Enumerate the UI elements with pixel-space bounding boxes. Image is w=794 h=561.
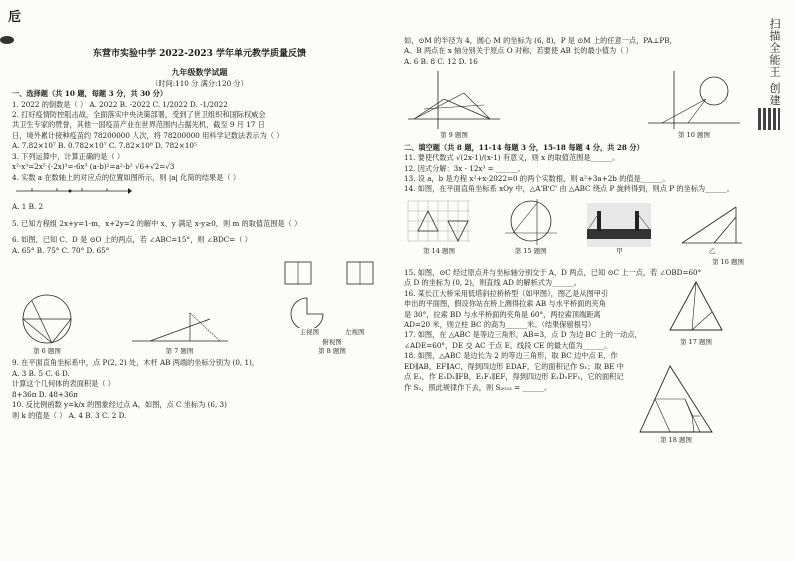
question-17-line2: ∠ADE=60°，DE 交 AC 于点 E，线段 CE 的最大值为______。: [404, 340, 612, 350]
main-view-label: 主视图: [299, 328, 319, 337]
question-3: 3. 下列运算中，计算正确的是（ ）: [12, 151, 125, 161]
question-9-line1: 9. 在平面直角坐标系中，点 P(2, 2) 处，木杆 AB 两端的坐标分别为 (0, 1)，: [12, 358, 260, 368]
circle-figure-15: [503, 197, 559, 247]
figures-6-8: [12, 258, 387, 356]
figure-16-jia-label: 甲: [616, 246, 623, 255]
question-10-line1: 10. 反比例函数 y=k/x 的图象经过点 A，如图，点 C 坐标为 (6, 3): [12, 400, 227, 410]
question-6: 6. 如图，已知 C、D 是 ⊙O 上的两点，若 ∠ABC=15°，则 ∠BDC=（ ）: [12, 235, 252, 245]
figures-14-16: [404, 197, 744, 256]
question-2-options: A. 7.82×10⁷ B. 0.782×10⁷ C. 7.82×10⁸ D. 782×10⁵: [12, 141, 197, 151]
figure-15-caption: 第 15 题图: [514, 246, 547, 255]
triangle-figure-18: [636, 362, 716, 436]
figures-9-10: [404, 69, 744, 140]
scan-corner-mark: 卮: [8, 10, 22, 25]
figure-15: [503, 197, 559, 256]
three-views-figure-8: [277, 258, 387, 328]
question-9-options: A. 3 B. 5 C. 6 D.: [12, 368, 70, 378]
question-17-line1: 17. 如图，在 △ABC 是等边三角形，AB=3，点 D 为边 BC 上的一动点，: [404, 330, 642, 340]
figure-17: [666, 278, 726, 347]
qr-code-icon: [758, 108, 780, 130]
question-4: 4. 实数 a 在数轴上的对应点的位置如图所示，则 |a| 化简的结果是（ ）: [12, 172, 241, 182]
question-9-line2: 计算这个几何体的表面积是（ ）: [12, 379, 115, 389]
stick-figure-7: [130, 307, 230, 347]
section-fill-title: 二、填空题（共 8 题，11-14 每题 3 分，15-18 每题 4 分，共 28 分）: [404, 142, 644, 152]
question-2-line1: 2. 打好疫情防控阻击战，全面落实中央决策部署，受到了世卫组织和国际权威会: [12, 109, 266, 119]
question-14: 14. 如图，在平面直角坐标系 xOy 中，△A'B'C' 由 △ABC 绕点 P 旋转得到，则点 P 的坐标为______。: [404, 184, 734, 194]
exam-meta: （时间:110 分 满分:120 分）: [151, 78, 248, 88]
top-view-label: 俯视图: [322, 337, 342, 346]
left-column: [12, 10, 387, 421]
figure-10: [644, 69, 744, 140]
question-9-line3: 8+36π D. 48+36π: [12, 389, 78, 399]
figure-14: [404, 197, 474, 256]
exam-subtitle: 九年级数学试题: [171, 67, 228, 78]
figure-6-caption: 第 6 题图: [33, 347, 61, 356]
figure-7: [130, 307, 230, 356]
question-18-line1: 18. 如图，△ABC 是边长为 2 的等边三角形，取 BC 边中点 E，作: [404, 351, 618, 361]
figure-6: [12, 291, 82, 356]
question-10-options: A. 6 B. 8 C. 12 D. 16: [404, 56, 478, 66]
question-1: 1. 2022 的倒数是（ ） A. 2022 B. -2022 C. 1/2022 D. -1/2022: [12, 99, 228, 109]
question-4-options: A. 1 B. 2: [12, 202, 44, 212]
section-choice-title: 一、选择题（共 10 题，每题 3 分，共 30 分）: [12, 89, 168, 99]
question-18-line4: 作 S₂，照此规律作下去，则 S₂₀₂₂ = ______。: [404, 382, 552, 392]
right-column: [404, 10, 744, 444]
figure-16-yi-label: 乙: [708, 246, 716, 255]
figure-18: [636, 362, 716, 445]
question-10-line3: 如，⊙M 的半径为 4，圆心 M 的坐标为 (6, 8)，P 是 ⊙M 上的任意一点，PA⊥PB，: [404, 36, 677, 45]
questions-15-18: [404, 267, 744, 444]
coordinate-figure-9: [404, 69, 504, 131]
figure-16-jia: [587, 203, 651, 256]
question-2-line2: 共卫生专家的赞誉，其他一国疫苗产业在世界范围内占据先机，截至 9 月 17 日: [12, 120, 265, 130]
question-3-options: x²·x³=2x⁵ (-2x)³=-6x³ (a-b)²=a²-b² √6+√2=√3: [12, 162, 175, 172]
question-2-line3: 日，境外累计接种疫苗约 78200000 人次，将 78200000 用科学记数法表示为（ ）: [12, 130, 284, 140]
number-line-figure: [12, 183, 132, 199]
question-6-options: A. 65° B. 75° C. 70° D. 65°: [12, 245, 110, 255]
figure-16-yi: [680, 203, 744, 256]
question-16-line2: 申出的平面图，假设你站在桥上测得拉索 AB 与水平桥面的夹角: [404, 299, 606, 309]
figure-9-caption: 第 9 题图: [440, 131, 468, 140]
circle-coordinate-figure-10: [644, 69, 744, 131]
bridge-photo: [587, 203, 651, 247]
grid-figure-14: [404, 197, 474, 247]
figure-14-caption: 第 14 题图: [423, 246, 455, 255]
question-18-line2: ED∥AB，EF∥AC，得到四边形 EDAF，它的面积记作 S₁；取 BE 中: [404, 361, 624, 371]
circle-figure-6: [12, 291, 82, 347]
triangle-figure-16: [680, 203, 744, 247]
exam-title: 东营市实验中学 2022-2023 学年单元教学质量反馈: [92, 49, 307, 59]
question-11: 11. 要使代数式 √(2x-1)/(x-1) 有意义，则 x 的取值范围是______。: [404, 153, 620, 163]
figure-8-caption: 第 8 题图: [318, 347, 346, 356]
question-18-line3: 点 E₁，作 E₁D₁∥FB，E₁F₁∥EF，得到四边形 E₁D₁FF₁，它的面积记: [404, 372, 624, 382]
question-16-line3: 是 30°，拉索 BD 与水平桥面的夹角是 60°，两拉索顶端距离: [404, 309, 601, 319]
figure-17-caption: 第 17 题图: [680, 337, 712, 346]
figure-16-caption: 第 16 题图: [712, 258, 744, 267]
question-12: 12. 因式分解：3x - 12x³ = ______。: [404, 163, 525, 173]
figure-18-caption: 第 18 题图: [660, 435, 692, 444]
question-5: 5. 已知方程组 2x+y=1-m，x+2y=2 的解中 x、y 满足 x-y≥0，则 m 的取值范围是（ ）: [12, 218, 302, 228]
question-13: 13. 设 a，b 是方程 x²+x-2022=0 的两个实数根，则 a²+3a+2b 的值是______。: [404, 174, 670, 184]
question-10-line4: A、B 两点在 x 轴分别关于原点 O 对称，若要使 AB 长的最小值为（ ）: [404, 46, 633, 56]
question-10-line2: 则 k 的值是（ ） A. 4 B. 3 C. 2 D.: [12, 410, 127, 420]
left-view-label: 左视图: [345, 328, 365, 337]
figure-9: [404, 69, 504, 140]
question-16-line4: AD=20 米，则立柱 BC 的高为______米。（结果保留根号）: [404, 319, 596, 329]
scanner-watermark: 扫描全能王 创建: [768, 18, 781, 107]
triangle-figure-17: [666, 278, 726, 338]
question-15-line1: 15. 如图，⊙C 经过原点并与坐标轴分别交于 A、D 两点，已知 ⊙C 上一点，若 ∠OBD=60°: [404, 267, 702, 277]
question-15-line2: 点 D 的坐标为 (0, 2)，则直线 AD 的解析式为______。: [404, 278, 581, 288]
question-16-line1: 16. 某长江大桥采用低塔斜拉桥桥型（如甲图），图乙是从图甲引: [404, 288, 609, 298]
figure-8: [277, 258, 387, 356]
figure-10-caption: 第 10 题图: [678, 131, 710, 140]
figure-7-caption: 第 7 题图: [165, 347, 194, 356]
